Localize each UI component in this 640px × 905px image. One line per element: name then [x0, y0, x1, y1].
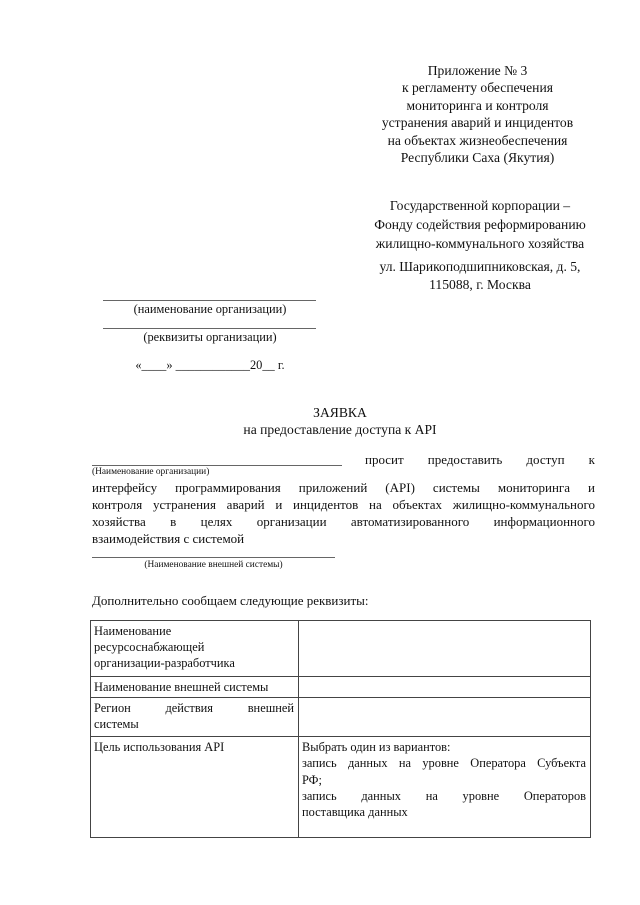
value-line: запись данных на уровне Оператора Субъекта: [302, 756, 586, 771]
appendix-line: к регламенту обеспечения: [402, 80, 553, 96]
appendix-line: Приложение № 3: [427, 63, 528, 78]
request-word: доступ: [526, 452, 565, 467]
org-name-fill-line: [92, 465, 342, 466]
title-subheading: на предоставление доступа к API: [243, 422, 437, 438]
recipient-address: [350, 258, 610, 293]
key-line: организации-разработчика: [94, 656, 235, 671]
table-row: [91, 698, 591, 737]
table-value-cell[interactable]: [299, 677, 591, 698]
requisites-table: [90, 620, 591, 838]
key-line: Наименование: [94, 624, 172, 638]
recipient-line: Государственной корпорации –: [389, 198, 571, 213]
key-line: ресурсоснабжающей: [94, 640, 205, 655]
recipient-line: жилищно-коммунального хозяйства: [375, 235, 585, 251]
key-line: Наименование внешней системы: [94, 680, 269, 694]
org-name-fill-caption: (Наименование организации): [92, 467, 210, 477]
appendix-line: устранения аварий и инцидентов: [381, 115, 574, 131]
table-key-cell: [91, 621, 299, 677]
table-value-cell[interactable]: [299, 621, 591, 677]
key-line: Цель использования API: [94, 740, 225, 755]
paragraph-line: контроля устранения аварий и инцидентов на объектах жилищно-коммунального: [92, 497, 595, 512]
table-value-cell[interactable]: [299, 737, 591, 838]
org-name-field-line: [103, 300, 316, 301]
address-line: ул. Шарикоподшипниковская, д. 5,: [379, 259, 581, 274]
value-line: РФ;: [302, 772, 322, 787]
extra-info-text: Дополнительно сообщаем следующие реквизиты:: [92, 593, 369, 608]
appendix-header: [350, 62, 605, 166]
table-row: [91, 621, 591, 677]
appendix-line: Республики Саха (Якутия): [400, 150, 555, 166]
appendix-line: на объектах жизнеобеспечения: [387, 132, 568, 148]
table-row: [91, 677, 591, 698]
request-word: предоставить: [427, 452, 503, 467]
date-line: «____» ____________20__ г.: [135, 358, 285, 372]
value-line: поставщика данных: [302, 805, 408, 820]
recipient-block: [350, 197, 610, 253]
table-key-cell: [91, 737, 299, 838]
document-title: [200, 404, 480, 439]
org-name-caption: (наименование организации): [133, 302, 287, 316]
address-line: 115088, г. Москва: [429, 276, 531, 292]
table-key-cell: [91, 698, 299, 737]
appendix-line: мониторинга и контроля: [406, 97, 549, 113]
table-value-cell[interactable]: [299, 698, 591, 737]
paragraph-line: хозяйства в целях организации автоматизированного информационного: [92, 514, 595, 529]
paragraph-line: взаимодействия с системой: [92, 531, 245, 546]
table-row: [91, 737, 591, 838]
request-words: [365, 452, 595, 468]
value-line: Выбрать один из вариантов:: [302, 740, 451, 755]
system-name-caption: (Наименование внешней системы): [144, 560, 283, 570]
table-key-cell: [91, 677, 299, 698]
paragraph-line: интерфейсу программирования приложений (API) системы мониторинга и: [92, 480, 595, 495]
request-word: к: [588, 452, 595, 467]
title-heading: ЗАЯВКА: [313, 405, 367, 420]
system-name-fill-line: [92, 557, 335, 558]
key-line: Регион действия внешней: [94, 701, 294, 716]
request-word: просит: [365, 452, 404, 467]
recipient-line: Фонду содействия реформированию: [374, 216, 586, 232]
key-line: системы: [94, 717, 139, 732]
org-requisites-field-line: [103, 328, 316, 329]
org-requisites-caption: (реквизиты организации): [143, 330, 277, 344]
value-line: запись данных на уровне Операторов: [302, 788, 586, 803]
